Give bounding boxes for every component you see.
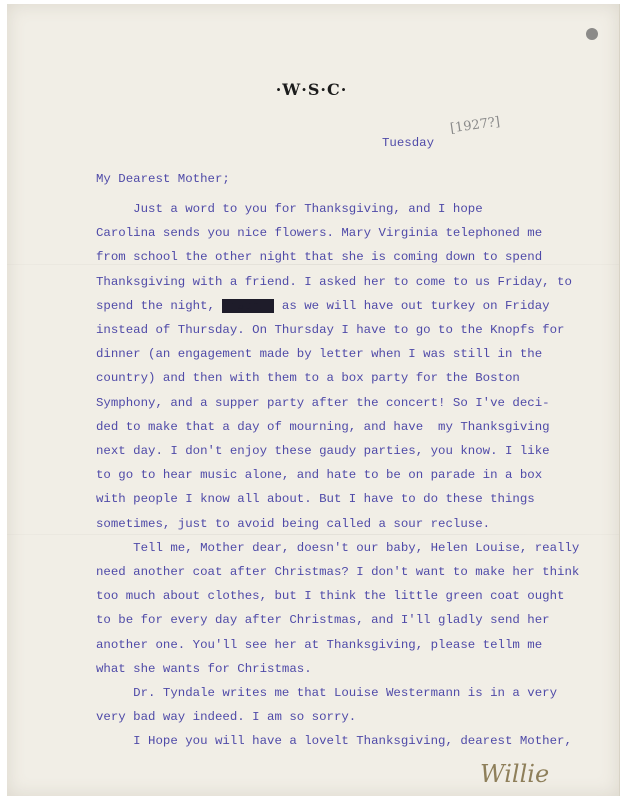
archival-date-note: [1927?] — [449, 114, 502, 137]
struck-out-word: insomit — [222, 298, 275, 313]
letter-line: from school the other night that she is coming down to spend — [96, 250, 543, 265]
letter-line: sometimes, just to avoid being called a sour recluse. — [96, 516, 491, 531]
date-line: Tuesday — [382, 136, 435, 150]
punch-hole — [586, 28, 598, 40]
letter-line: as we will have out turkey on Friday — [274, 298, 550, 313]
letter-line: Dr. Tyndale writes me that Louise Westermann is in a very — [96, 686, 558, 701]
letter-line: too much about clothes, but I think the little green coat ought — [96, 589, 565, 604]
letter-line: I Hope you will have a lovelt Thanksgiving, dearest Mother, — [96, 734, 572, 749]
letter-line: Just a word to you for Thanksgiving, and I hope — [96, 202, 483, 216]
letter-line: to be for every day after Christmas, and I'll gladly send her — [96, 613, 550, 628]
letter-line: Symphony, and a supper party after the concert! So I've deci- — [96, 395, 550, 410]
letter-line: instead of Thursday. On Thursday I have to go to the Knopfs for — [96, 323, 565, 338]
letter-line: spend the night, — [96, 298, 223, 313]
letter-line: Tell me, Mother dear, doesn't our baby, Helen Louise, really — [96, 540, 580, 555]
letter-line: ded to make that a day of mourning, and have my Thanksgiving — [96, 419, 550, 434]
greeting: My Dearest Mother; — [96, 172, 230, 186]
letterhead-monogram: ·W·S·C· — [275, 80, 348, 99]
letter-line: with people I know all about. But I have to do these things — [96, 492, 535, 507]
letter-line: need another coat after Christmas? I don't want to make her think — [96, 565, 580, 580]
letter-line: dinner (an engagement made by letter when I was still in the — [96, 347, 543, 362]
letter-line: country) and then with them to a box party for the Boston — [96, 371, 520, 386]
letter-line: very bad way indeed. I am so sorry. — [96, 710, 357, 725]
letter-line: Thanksgiving with a friend. I asked her to come to us Friday, to — [96, 274, 572, 289]
letter-line: another one. You'll see her at Thanksgiving, please tellm me — [96, 637, 543, 652]
letter-body — [96, 197, 579, 754]
letter-line: Carolina sends you nice flowers. Mary Virginia telephoned me — [96, 226, 543, 241]
letter-line: to go to hear music alone, and hate to be on parade in a box — [96, 468, 543, 483]
letter-line: what she wants for Christmas. — [96, 661, 312, 676]
letter-line: next day. I don't enjoy these gaudy parties, you know. I like — [96, 444, 550, 459]
handwritten-signature: Willie — [480, 760, 550, 788]
